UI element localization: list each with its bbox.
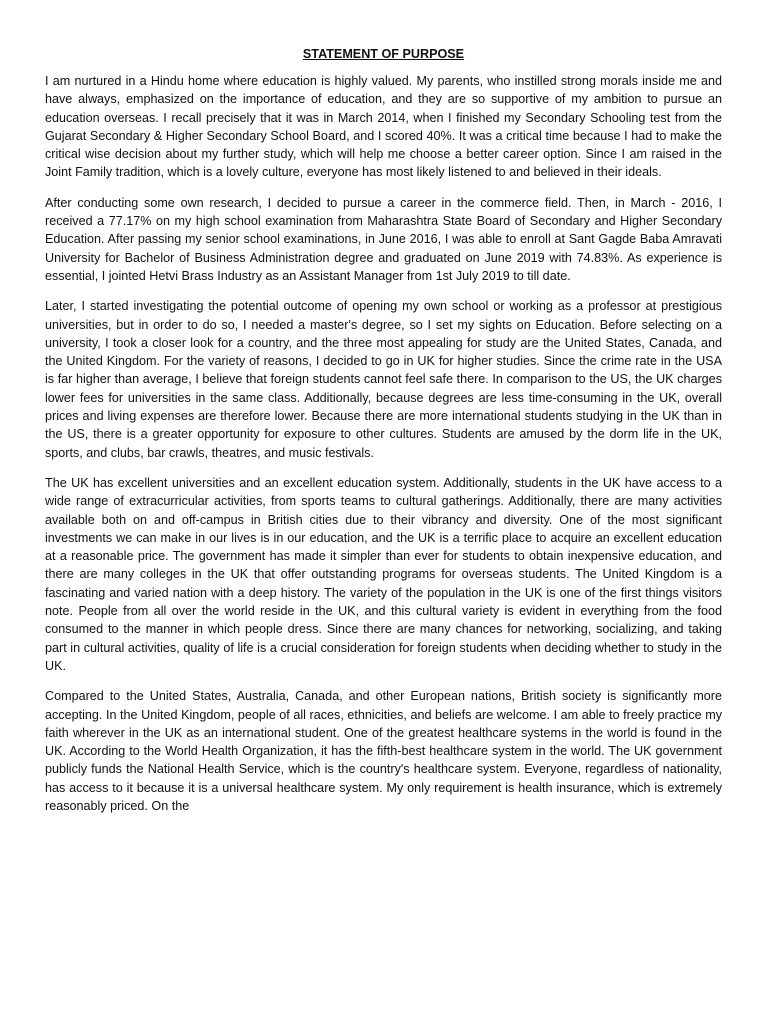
paragraph-education-background: I am nurtured in a Hindu home where education is highly valued. My parents, who instilled strong morals inside me and have always, emphasized on the importance of education, and they are so supportive of my ambition to pursue an education overseas. I recall precisely that it was in March 2014, when I finished my Secondary Schooling test from the Gujarat Secondary & Higher Secondary School Board, and I scored 40%. It was a critical time because I had to make the critical wise decision about my further study, which will help me choose a better career option. Since I am raised in the Joint Family tradition, which is a lovely culture, everyone has most likely listened to and believed in their ideals. — [45, 74, 722, 180]
document-page — [45, 46, 722, 827]
paragraph-uk-society-healthcare: Compared to the United States, Australia, Canada, and other European nations, British society is significantly more accepting. In the United Kingdom, people of all races, ethnicities, and beliefs are welcome. I am able to freely practice my faith wherever in the UK as an international student. One of the greatest healthcare systems in the world is found in the UK. According to the World Health Organization, it has the fifth-best healthcare system in the world. The UK government publicly funds the National Health Service, which is the country's healthcare system. Everyone, regardless of nationality, has access to it because it is a universal healthcare system. My only requirement is health insurance, which is extremely reasonably priced. On the — [45, 689, 722, 813]
paragraph-uk-education: The UK has excellent universities and an excellent education system. Additionally, students in the UK have access to a wide range of extracurricular activities, from sports teams to cultural gatherings. Additionally, there are many activities available both on and off-campus in British cities due to their vibrancy and diversity. One of the most significant investments we can make in our lives is in our education, and the UK is a terrific place to acquire an excellent education at a reasonable price. The government has made it simpler than ever for students to obtain inexpensive education, and there are many colleges in the UK that offer outstanding programs for overseas students. The United Kingdom is a fascinating and varied nation with a deep history. The variety of the population in the UK is one of the first things visitors note. People from all over the world reside in the UK, and this cultural variety is evident in everything from the food consumed to the manner in which people dress. Since there are many chances for networking, socializing, and taking part in cultural activities, quality of life is a crucial consideration for foreign students when deciding whether to study in the UK. — [45, 475, 722, 673]
paragraph-academic-career: After conducting some own research, I decided to pursue a career in the commerce field. Then, in March - 2016, I received a 77.17% on my high school examination from Maharashtra State Board of Secondary and Higher Secondary Education. After passing my senior school examinations, in June 2016, I was able to enroll at Sant Gagde Baba Amravati University for Bachelor of Business Administration degree and graduated on June 2019 with 74.83%. As experience is essential, I jointed Hetvi Brass Industry as an Assistant Manager from 1st July 2019 to till date. — [45, 195, 722, 283]
paragraph-country-selection: Later, I started investigating the potential outcome of opening my own school or working as a professor at prestigious universities, but in order to do so, I needed a master's degree, so I set my sights on Education. Before selecting on a university, I took a closer look for a country, and the three most appealing for study are the United States, Canada, and the United Kingdom. For the variety of reasons, I decided to go in UK for higher studies. Since the crime rate in the USA is far higher than average, I believe that foreign students cannot feel safe there. In comparison to the US, the UK charges lower fees for universities in the same class. Additionally, because degrees are less time-consuming in the UK, overall prices and living expenses are therefore lower. Because there are more international students studying in the UK than in the US, there is a greater opportunity for exposure to other cultures. Students are amused by the dorm life in the UK, sports, and clubs, bar crawls, theatres, and music festivals. — [45, 299, 722, 460]
document-title: STATEMENT OF PURPOSE — [302, 47, 465, 61]
